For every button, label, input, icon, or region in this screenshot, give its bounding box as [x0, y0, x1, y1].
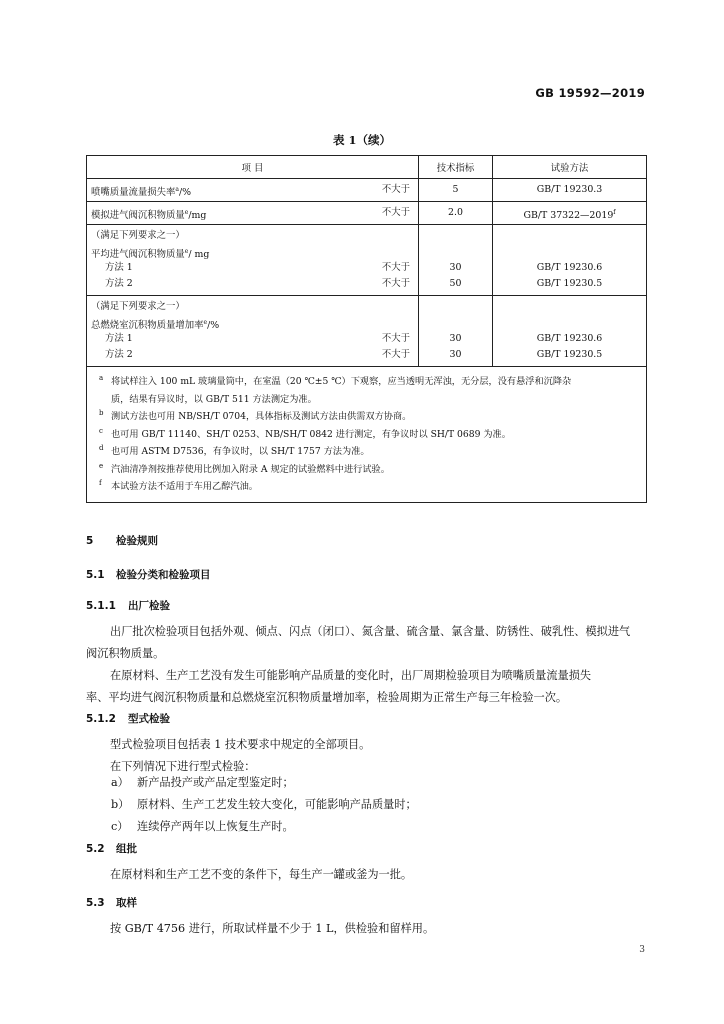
section-heading-5-3: 5.3 取样	[86, 897, 137, 909]
table-row	[87, 202, 647, 225]
table-title: 表 1（续）	[332, 133, 391, 147]
table-row	[87, 179, 647, 202]
footnote-mark: b	[99, 409, 104, 417]
footnote-mark: e	[184, 209, 189, 216]
limit-label: 不大于	[381, 184, 410, 195]
spec-value: 5	[452, 184, 459, 195]
column-header-method: 试验方法	[493, 156, 647, 179]
item-unit: / mg	[188, 249, 210, 261]
table-row-group	[87, 225, 647, 296]
footnote-mark: a	[99, 374, 104, 382]
test-method: GB/T 19230.5	[536, 278, 603, 289]
table-header-row	[87, 156, 647, 179]
spec-table	[86, 155, 647, 503]
table-notes-row	[87, 367, 647, 503]
group-title: 平均进气阀沉积物质量	[91, 249, 185, 261]
spec-value: 2.0	[448, 207, 463, 218]
group-header: （满足下列要求之一）	[91, 301, 185, 312]
spec-value: 50	[449, 278, 462, 289]
table-note-continued: 质，结果有异议时，以 GB/T 511 方法测定为准。	[111, 393, 317, 405]
spec-value: 30	[449, 333, 462, 344]
list-item: c） 连续停产两年以上恢复生产时。	[111, 820, 294, 833]
section-heading-5-1-2: 5.1.2 型式检验	[86, 713, 170, 725]
section-heading-5: 5 检验规则	[86, 535, 158, 547]
footnote-mark: e	[184, 248, 189, 255]
limit-label: 不大于	[381, 207, 410, 218]
test-method: GB/T 19230.3	[536, 184, 603, 195]
section-heading-5-1-1: 5.1.1 出厂检验	[86, 600, 170, 612]
section-heading-5-1: 5.1 检验分类和检验项目	[86, 569, 211, 581]
table-note: c 也可用 GB/T 11140、SH/T 0253、NB/SH/T 0842 进行测定，有争议时以 SH/T 0689 为准。	[111, 426, 642, 444]
limit-label: 不大于	[381, 278, 410, 289]
item-name: 模拟进气阀沉积物质量	[91, 210, 185, 222]
table-note: e 汽油清净剂按推荐使用比例加入附录 A 规定的试验燃料中进行试验。	[111, 461, 642, 479]
list-item: b） 原材料、生产工艺发生较大变化，可能影响产品质量时；	[111, 798, 417, 811]
spec-value: 30	[449, 262, 462, 273]
table-row-group	[87, 296, 647, 367]
item-unit: /mg	[188, 210, 207, 222]
method-label: 方法 1	[105, 262, 133, 273]
list-item: a） 新产品投产或产品定型鉴定时；	[111, 776, 294, 789]
paragraph: 出厂批次检验项目包括外观、倾点、闪点（闭口）、氮含量、硫含量、氯含量、防锈性、破乳性、模拟进气 阀沉积物质量。 在原材料、生产工艺没有发生可能影响产品质量的变化时，出厂周期检验项目为喷嘴质量流量损失 率、平均进气阀沉积物质量和总燃烧室沉积物质量增加率，检验周期为正常生产每三年检验一次。	[86, 625, 631, 704]
table-note: d 也可用 ASTM D7536，有争议时，以 SH/T 1757 方法为准。	[111, 443, 642, 461]
footnote-mark: c	[99, 426, 103, 435]
footnote-mark: f	[613, 209, 616, 216]
group-title: 总燃烧室沉积物质量增加率	[91, 320, 204, 332]
paragraph: 在原材料和生产工艺不变的条件下，每生产一罐或釜为一批。	[110, 868, 413, 881]
test-method: GB/T 37322—2019	[523, 210, 614, 222]
item-name: 喷嘴质量流量损失率	[91, 187, 176, 199]
test-method: GB/T 19230.6	[536, 333, 603, 344]
method-label: 方法 2	[105, 349, 133, 360]
test-method: GB/T 19230.5	[536, 349, 603, 360]
limit-label: 不大于	[381, 262, 410, 273]
limit-label: 不大于	[381, 333, 410, 344]
column-header-spec: 技术指标	[419, 156, 493, 179]
table-note: f 本试验方法不适用于车用乙醇汽油。	[111, 478, 642, 496]
table-note: b 测试方法也可用 NB/SH/T 0704，具体指标及测试方法由供需双方协商。	[111, 408, 642, 426]
footnote-mark: a	[175, 186, 179, 193]
section-heading-5-2: 5.2 组批	[86, 843, 137, 855]
group-header: （满足下列要求之一）	[91, 230, 185, 241]
footnote-mark: e	[203, 319, 208, 326]
column-header-item: 项 目	[87, 156, 419, 179]
paragraph: 型式检验项目包括表 1 技术要求中规定的全部项目。 在下列情况下进行型式检验：	[110, 738, 371, 773]
spec-value: 30	[449, 349, 462, 360]
test-method: GB/T 19230.6	[536, 262, 603, 273]
document-code: GB 19592—2019	[535, 86, 645, 100]
footnote-mark: e	[99, 461, 104, 470]
method-label: 方法 2	[105, 278, 133, 289]
item-unit: /%	[207, 320, 220, 332]
table-note: a 将试样注入 100 mL 玻璃量筒中，在室温（20 ℃±5 ℃）下观察，应当透明无浑浊，无分层，没有悬浮和沉降杂	[111, 373, 642, 391]
page-number: 3	[639, 945, 645, 955]
footnote-mark: d	[99, 444, 104, 452]
method-label: 方法 1	[105, 333, 133, 344]
item-unit: /%	[178, 187, 192, 199]
paragraph: 按 GB/T 4756 进行，所取试样量不少于 1 L，供检验和留样用。	[110, 922, 435, 935]
footnote-mark: f	[99, 479, 102, 487]
limit-label: 不大于	[381, 349, 410, 360]
